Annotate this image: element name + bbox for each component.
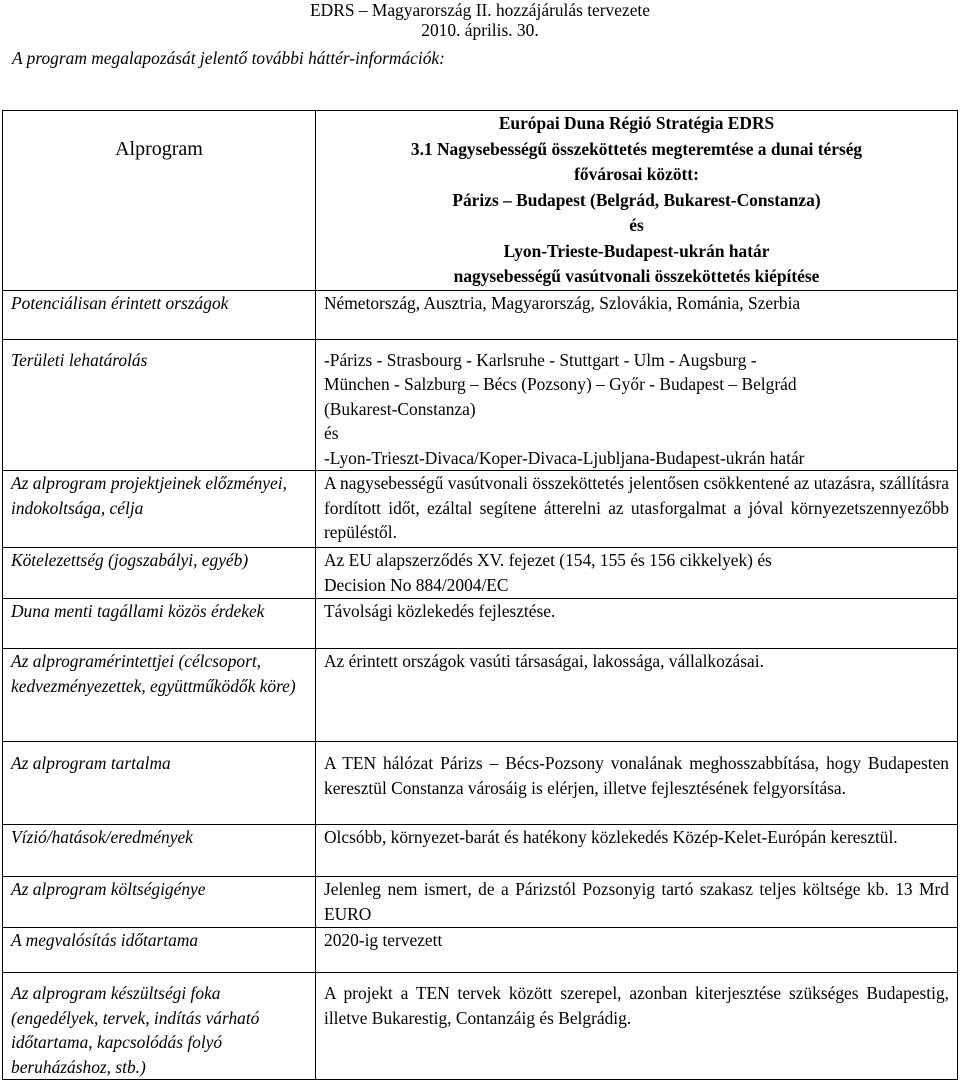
table-row-title	[3, 111, 958, 291]
row-label: Az alprogram költségigénye	[3, 877, 316, 928]
row-value	[316, 339, 958, 471]
title-line: és	[629, 215, 644, 235]
table-row	[3, 339, 958, 471]
header-date: 2010. április. 30.	[421, 20, 539, 40]
title-line: Európai Duna Régió Stratégia EDRS	[498, 113, 775, 133]
row-label: Duna menti tagállami közös érdekek	[3, 599, 316, 649]
row-label: Kötelezettség (jogszabályi, egyéb)	[3, 548, 316, 599]
route-line: (Bukarest-Constanza)	[324, 398, 476, 419]
title-line: fővárosai között:	[574, 164, 699, 184]
row-label: Potenciálisan érintett országok	[3, 290, 316, 339]
header-title: EDRS – Magyarország II. hozzájárulás tervezete	[310, 0, 650, 20]
row-label: Vízió/hatások/eredmények	[3, 825, 316, 877]
row-value: Jelenleg nem ismert, de a Párizstól Pozsonyig tartó szakasz teljes költsége kb. 13 Mrd EURO	[316, 877, 958, 928]
table-row	[3, 928, 958, 973]
title-line: Párizs – Budapest (Belgrád, Bukarest-Constanza)	[452, 189, 821, 210]
table-row	[3, 548, 958, 599]
table-row	[3, 599, 958, 649]
title-line: nagysebességű vasútvonali összeköttetés kiépítése	[453, 266, 820, 286]
table-row	[3, 290, 958, 339]
route-line: és	[324, 423, 339, 443]
title-line: 3.1 Nagysebességű összeköttetés megteremtése a dunai térség	[410, 138, 863, 159]
row-value: A TEN hálózat Párizs – Bécs-Pozsony vonalának meghosszabbítása, hogy Budapesten keresztül Constanza városáig is elérjen, illetve fejlesztésének felgyorsítása.	[316, 742, 958, 825]
row-label: Az alprogramérintettjei (célcsoport, kedvezményezettek, együttműködők köre)	[3, 649, 316, 742]
route-line: -Lyon-Trieszt-Divaca/Koper-Divaca-Ljubljana-Budapest-ukrán határ	[324, 447, 805, 468]
table-row	[3, 742, 958, 825]
obligation-line: Decision No 884/2004/EC	[324, 574, 509, 595]
row-value: A projekt a TEN tervek között szerepel, azonban kiterjesztése szükséges Budapestig, illetve Bukarestig, Contanzáig és Belgrádig.	[316, 973, 958, 1080]
row-label: Az alprogram készültségi foka (engedélyek, tervek, indítás várható időtartama, kapcsolódás folyó beruházáshoz, stb.)	[3, 973, 316, 1080]
row-value: Németország, Ausztria, Magyarország, Szlovákia, Románia, Szerbia	[316, 290, 958, 339]
document-header	[0, 0, 960, 40]
row-label: Területi lehatárolás	[3, 339, 316, 471]
row-label: A megvalósítás időtartama	[3, 928, 316, 973]
table-row	[3, 825, 958, 877]
subprogram-title	[316, 111, 958, 291]
row-value: A nagysebességű vasútvonali összeköttetés jelentősen csökkentené az utazásra, szállításra fordított időt, ezáltal segítene átterelni az utasforgalmat a jóval környezetszennyezőbb repüléstől.	[316, 471, 958, 548]
title-line: Lyon-Trieste-Budapest-ukrán határ	[503, 240, 770, 261]
obligation-line: Az EU alapszerződés XV. fejezet (154, 155 és 156 cikkelyek) és	[324, 550, 772, 570]
row-value: Távolsági közlekedés fejlesztése.	[316, 599, 958, 649]
table-row	[3, 471, 958, 548]
intro-heading: A program megalapozását jelentő további háttér-információk:	[12, 48, 445, 68]
row-value: 2020-ig tervezett	[316, 928, 958, 973]
subprogram-table	[2, 110, 958, 1080]
row-value: Olcsóbb, környezet-barát és hatékony közlekedés Közép-Kelet-Európán keresztül.	[316, 825, 958, 877]
table-row	[3, 877, 958, 928]
table-row	[3, 973, 958, 1080]
table-row	[3, 649, 958, 742]
row-value: Az érintett országok vasúti társaságai, lakossága, vállalkozásai.	[316, 649, 958, 742]
route-line: -Párizs - Strasbourg - Karlsruhe - Stuttgart - Ulm - Augsburg -	[324, 349, 757, 370]
route-line: München - Salzburg – Bécs (Pozsony) – Győr - Budapest – Belgrád	[324, 374, 797, 394]
subprogram-label: Alprogram	[3, 111, 316, 291]
row-value	[316, 548, 958, 599]
row-label: Az alprogram projektjeinek előzményei, indokoltsága, célja	[3, 471, 316, 548]
row-label: Az alprogram tartalma	[3, 742, 316, 825]
